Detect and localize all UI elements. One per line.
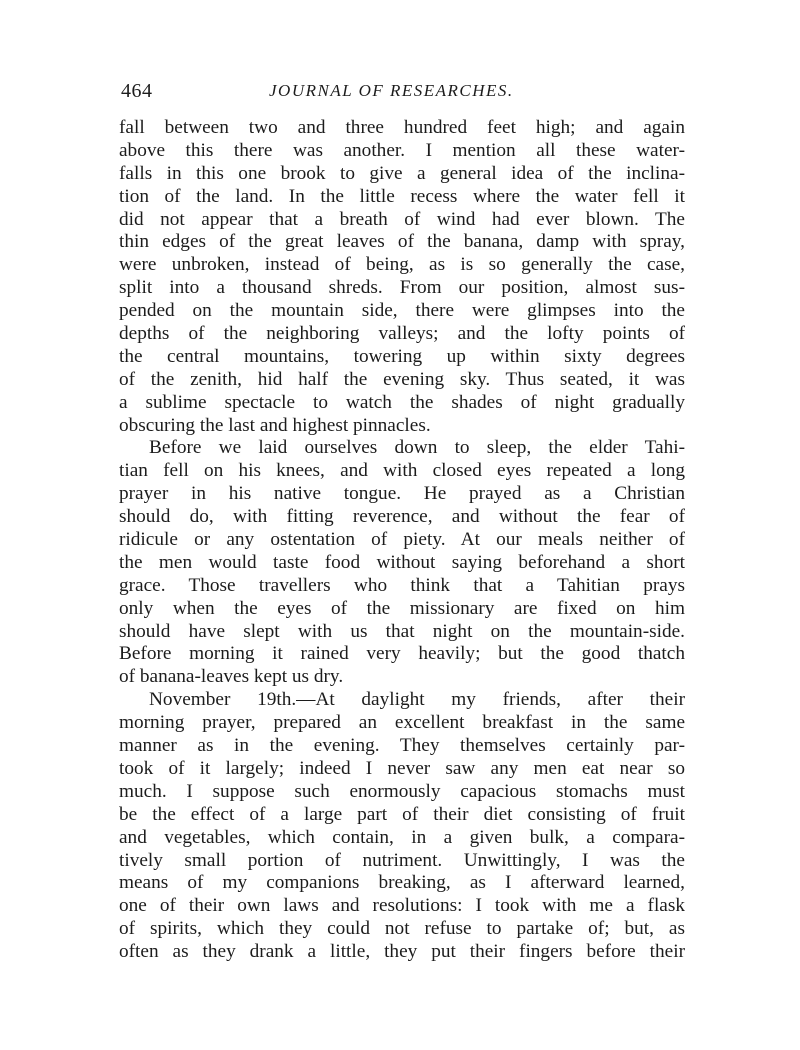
text-line: the central mountains, towering up within sixty degrees <box>119 345 685 367</box>
text-line: prayer in his native tongue. He prayed as a Christian <box>119 483 685 505</box>
text-line: ridicule or any ostentation of piety. At our meals neither of <box>119 529 685 551</box>
text-line: only when the eyes of the missionary are fixed on him <box>119 597 685 619</box>
text-line: did not appear that a breath of wind had ever blown. The <box>119 208 685 230</box>
text-line: took of it largely; indeed I never saw any men eat near so <box>119 757 685 779</box>
text-line: Before morning it rained very heavily; but the good thatch <box>119 643 685 665</box>
text-line: were unbroken, instead of being, as is so generally the case, <box>119 254 685 276</box>
text-line: a sublime spectacle to watch the shades of night gradually <box>119 391 685 413</box>
text-line: falls in this one brook to give a general idea of the inclina- <box>119 162 685 184</box>
text-line: often as they drank a little, they put their fingers before their <box>119 941 685 963</box>
text-line: above this there was another. I mention all these water- <box>119 139 685 161</box>
text-line: be the effect of a large part of their diet consisting of fruit <box>119 803 685 825</box>
page-number: 464 <box>121 80 153 102</box>
text-line: tion of the land. In the little recess where the water fell it <box>119 185 685 207</box>
text-line: of banana-leaves kept us dry. <box>119 666 344 688</box>
text-line: means of my companions breaking, as I afterward learned, <box>119 872 685 894</box>
text-line: morning prayer, prepared an excellent breakfast in the same <box>119 712 685 734</box>
text-line: grace. Those travellers who think that a Tahitian prays <box>119 574 685 596</box>
text-line: of spirits, which they could not refuse to partake of; but, as <box>119 918 685 940</box>
text-line: fall between two and three hundred feet high; and again <box>119 117 685 138</box>
text-line: tively small portion of nutriment. Unwittingly, I was the <box>119 849 685 871</box>
text-line: tian fell on his knees, and with closed eyes repeated a long <box>119 460 685 482</box>
text-line: and vegetables, which contain, in a given bulk, a compara- <box>119 826 685 848</box>
text-line: should do, with fitting reverence, and without the fear of <box>119 506 685 528</box>
text-line: of the zenith, hid half the evening sky. Thus seated, it was <box>119 368 685 390</box>
text-line: obscuring the last and highest pinnacles. <box>119 414 431 436</box>
text-line: Before we laid ourselves down to sleep, the elder Tahi- <box>149 437 685 459</box>
text-line: November 19th.—At daylight my friends, after their <box>149 689 685 711</box>
text-line: pended on the mountain side, there were glimpses into the <box>119 300 685 322</box>
text-line: split into a thousand shreds. From our position, almost sus- <box>119 277 685 299</box>
text-line: should have slept with us that night on the mountain-side. <box>119 620 685 642</box>
body-text <box>119 117 685 964</box>
running-title: JOURNAL OF RESEARCHES. <box>269 81 514 100</box>
text-line: manner as in the evening. They themselves certainly par- <box>119 735 685 757</box>
page-header <box>119 76 685 110</box>
text-line: the men would taste food without saying beforehand a short <box>119 551 685 573</box>
text-line: much. I suppose such enormously capacious stomachs must <box>119 780 685 802</box>
text-line: one of their own laws and resolutions: I took with me a flask <box>119 895 685 917</box>
text-line: thin edges of the great leaves of the banana, damp with spray, <box>119 231 685 253</box>
text-line: depths of the neighboring valleys; and the lofty points of <box>119 323 685 345</box>
